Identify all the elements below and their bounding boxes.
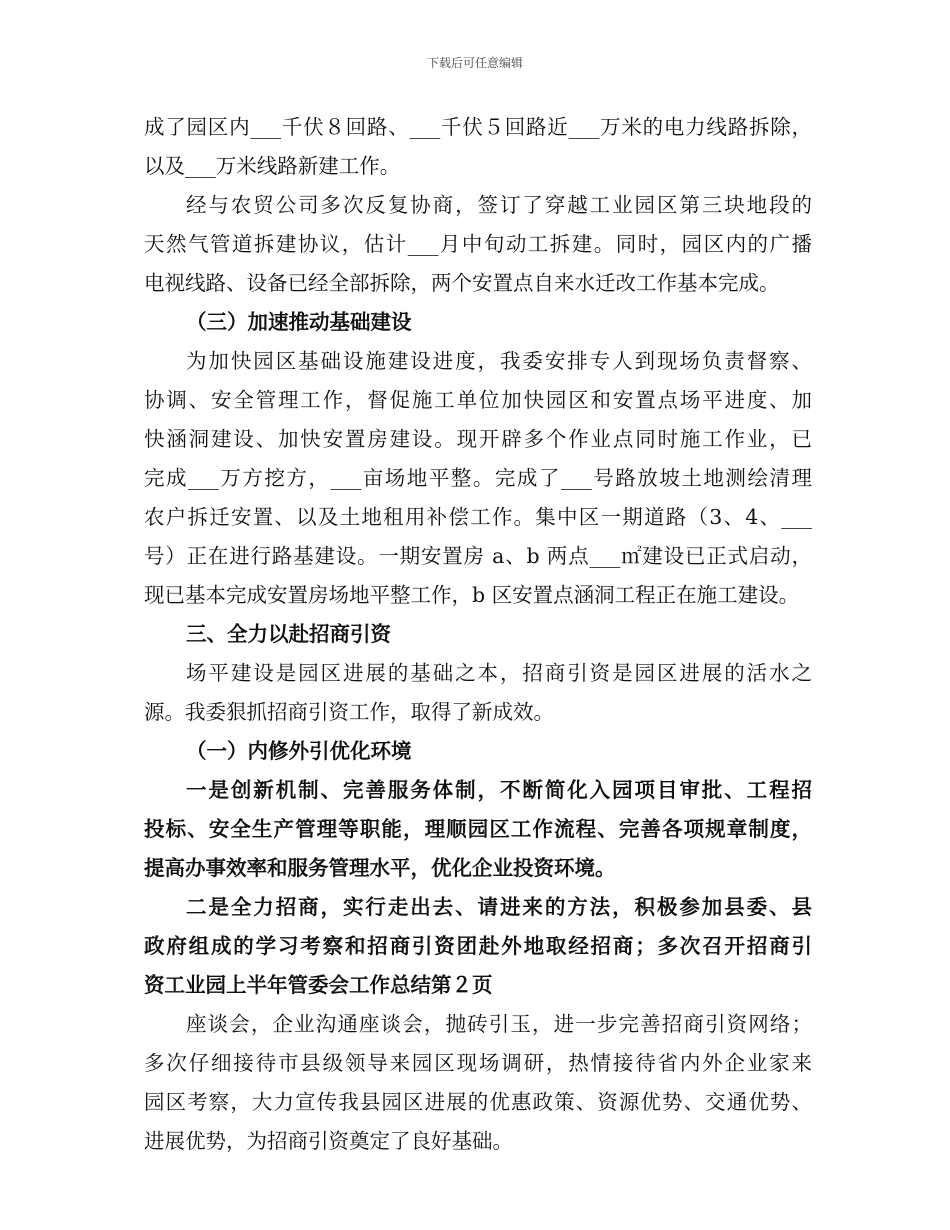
text-line: 进展优势，为招商引资奠定了良好基础。 xyxy=(144,1129,513,1153)
heading-line: 一是创新机制、完善服务体制，不断简化入园项目审批、工程招 xyxy=(186,778,812,802)
page-header: 下载后可任意编辑 xyxy=(426,56,523,70)
text-line: 天然气管道拆建协议，估计___月中旬动工拆建。同时，园区内的广播 xyxy=(144,232,812,256)
heading-line: 政府组成的学习考察和招商引资团赴外地取经招商；多次召开招商引 xyxy=(144,934,812,958)
text-line: 现已基本完成安置房场地平整工作，b 区安置点涵洞工程正在施工建设。 xyxy=(144,583,800,607)
heading-line: 二是全力招商，实行走出去、请进来的方法，积极参加县委、县 xyxy=(186,895,812,919)
text-line: 座谈会，企业沟通座谈会，抛砖引玉，进一步完善招商引资网络； xyxy=(186,1012,812,1036)
text-line: 电视线路、设备已经全部拆除，两个安置点自来水迁改工作基本完成。 xyxy=(144,271,780,295)
text-line: 号）正在进行路基建设。一期安置房 a、b 两点___㎡建设已正式启动， xyxy=(144,544,812,568)
heading-line: （三）加速推动基础建设 xyxy=(186,310,412,334)
text-line: 为加快园区基础设施建设进度，我委安排专人到现场负责督察、 xyxy=(186,349,812,373)
heading-line: 资工业园上半年管委会工作总结第２页 xyxy=(144,973,493,997)
text-line: 多次仔细接待市县级领导来园区现场调研，热情接待省内外企业家来 xyxy=(144,1051,812,1075)
text-line: 场平建设是园区进展的基础之本，招商引资是园区进展的活水之 xyxy=(186,661,812,685)
text-line: 经与农贸公司多次反复协商，签订了穿越工业园区第三块地段的 xyxy=(186,193,812,217)
text-line: 农户拆迁安置、以及土地租用补偿工作。集中区一期道路（3、4、___ xyxy=(144,505,812,529)
heading-line: 投标、安全生产管理等职能，理顺园区工作流程、完善各项规章制度， xyxy=(144,817,812,841)
text-line: 源。我委狠抓招商引资工作，取得了新成效。 xyxy=(144,700,554,724)
heading-line: 提高办事效率和服务管理水平，优化企业投资环境。 xyxy=(144,856,616,880)
heading-line: （一）内修外引优化环境 xyxy=(186,739,412,763)
text-line: 协调、安全管理工作，督促施工单位加快园区和安置点场平进度、加 xyxy=(144,388,812,412)
text-line: 以及___万米线路新建工作。 xyxy=(144,154,401,178)
heading-line: 三、全力以赴招商引资 xyxy=(186,622,391,646)
text-line: 园区考察，大力宣传我县园区进展的优惠政策、资源优势、交通优势、 xyxy=(144,1090,812,1114)
text-line: 完成___万方挖方，___亩场地平整。完成了___号路放坡土地测绘清理 xyxy=(144,466,812,490)
document-body xyxy=(144,108,812,1161)
text-line: 快涵洞建设、加快安置房建设。现开辟多个作业点同时施工作业，已 xyxy=(144,427,812,451)
text-line: 成了园区内___千伏８回路、___千伏５回路近___万米的电力线路拆除， xyxy=(144,115,812,139)
